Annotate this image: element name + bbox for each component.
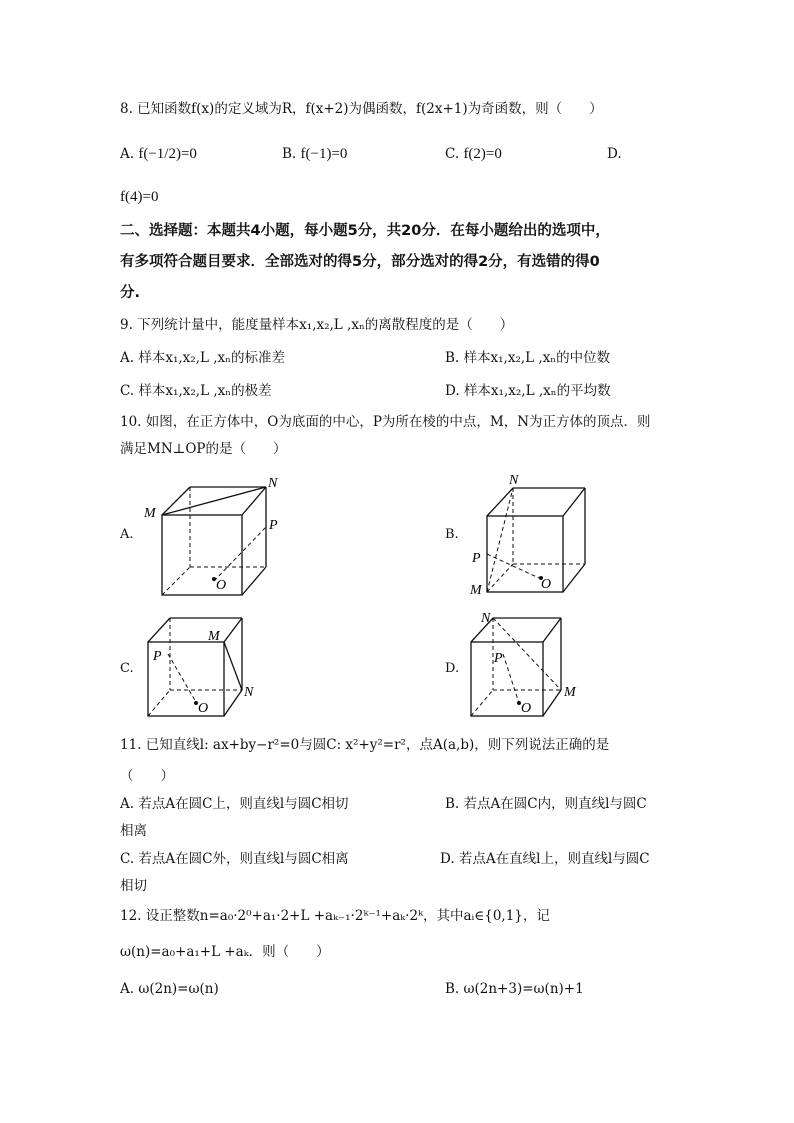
q9-stem: 9. 下列统计量中，能度量样本x₁,x₂,L ,xₙ的离散程度的是（ ） <box>120 317 514 333</box>
option-label: C. <box>445 146 460 162</box>
point-label: P <box>472 551 481 566</box>
q11-option-b-line1: B. 若点A在圆C内，则直线l与圆C <box>445 796 647 812</box>
option-text: f(−1)=0 <box>300 146 348 162</box>
option-label: D. <box>445 383 460 399</box>
option-label: A. <box>120 146 135 162</box>
q8-stem: 8. 已知函数f(x)的定义域为R，f(x+2)为偶函数，f(2x+1)为奇函数，则（ ） <box>120 101 603 117</box>
cube-figure-a <box>140 475 290 600</box>
cube-figure-d <box>463 610 613 725</box>
q11-stem-line1: 11. 已知直线l: ax+by−r²=0与圆C: x²+y²=r²，点A(a,b)，则下列说法正确的是 <box>120 737 610 753</box>
point-label: M <box>144 506 156 521</box>
point-label: O <box>541 577 552 592</box>
q10-stem-line1: 10. 如图，在正方体中，O为底面的中心，P为所在棱的中点，M，N为正方体的顶点．则 <box>120 414 651 430</box>
q8-option-a <box>120 145 197 163</box>
q9-option-a <box>120 349 285 367</box>
q11-option-d-line2: 相切 <box>120 878 147 894</box>
q8-option-c <box>445 145 502 163</box>
figure-d-label: D. <box>445 661 460 676</box>
q11-stem-line2: （ ） <box>120 768 174 784</box>
q10-stem-line2: 满足MN⊥OP的是（ ） <box>120 441 287 457</box>
point-label: P <box>494 651 503 666</box>
section-heading-line2: 有多项符合题目要求．全部选对的得5分，部分选对的得2分，有选错的得0 <box>120 254 600 270</box>
point-label: P <box>269 518 278 533</box>
option-text: 样本x₁,x₂,L ,xₙ的中位数 <box>463 350 611 366</box>
q12-stem-line1: 12. 设正整数n=a₀·2⁰+a₁·2+L +aₖ₋₁·2ᵏ⁻¹+aₖ·2ᵏ，其中aᵢ∈{0,1}，记 <box>120 908 550 924</box>
option-text: f(−1/2)=0 <box>138 146 197 162</box>
q11-option-d-line1: D. 若点A在直线l上，则直线l与圆C <box>440 851 650 867</box>
figure-c-label: C. <box>120 661 134 676</box>
point-label: N <box>268 476 278 491</box>
point-label: O <box>216 578 227 593</box>
option-label: B. <box>445 350 460 366</box>
cube-figure-b <box>463 470 613 600</box>
section-heading-line3: 分. <box>120 285 141 301</box>
option-label: B. <box>282 146 297 162</box>
option-text: 样本x₁,x₂,L ,xₙ的极差 <box>138 383 272 399</box>
point-label: M <box>564 685 576 700</box>
option-label: A. <box>120 350 135 366</box>
point-label: O <box>198 701 209 716</box>
figure-a-label: A. <box>120 527 134 542</box>
q11-option-a: A. 若点A在圆C上，则直线l与圆C相切 <box>120 796 349 812</box>
option-text: 样本x₁,x₂,L ,xₙ的平均数 <box>463 383 611 399</box>
q9-option-c <box>120 382 272 400</box>
option-text: f(2)=0 <box>463 146 502 162</box>
q9-option-b <box>445 349 610 367</box>
q11-option-c: C. 若点A在圆C外，则直线l与圆C相离 <box>120 851 349 867</box>
point-label: M <box>208 629 220 644</box>
option-label: C. <box>120 383 135 399</box>
q9-option-d <box>445 382 611 400</box>
point-label: O <box>521 701 532 716</box>
option-text: 样本x₁,x₂,L ,xₙ的标准差 <box>138 350 285 366</box>
point-label: P <box>153 649 162 664</box>
point-label: N <box>244 685 254 700</box>
q12-stem-line2: ω(n)=a₀+a₁+L +aₖ．则（ ） <box>120 944 330 960</box>
point-label: M <box>470 583 482 598</box>
q8-option-b <box>282 145 347 163</box>
q12-option-b: B. ω(2n+3)=ω(n)+1 <box>445 981 584 997</box>
point-label: N <box>509 473 519 488</box>
q8-option-d-label: D. <box>607 146 622 162</box>
figure-b-label: B. <box>445 527 459 542</box>
q11-option-b-line2: 相离 <box>120 823 147 839</box>
q12-option-a: A. ω(2n)=ω(n) <box>120 981 219 997</box>
point-label: N <box>481 611 491 626</box>
q8-option-d-text: f(4)=0 <box>120 189 159 205</box>
section-heading-line1: 二、选择题：本题共4小题，每小题5分，共20分．在每小题给出的选项中， <box>120 223 610 239</box>
cube-figure-c <box>140 610 290 725</box>
